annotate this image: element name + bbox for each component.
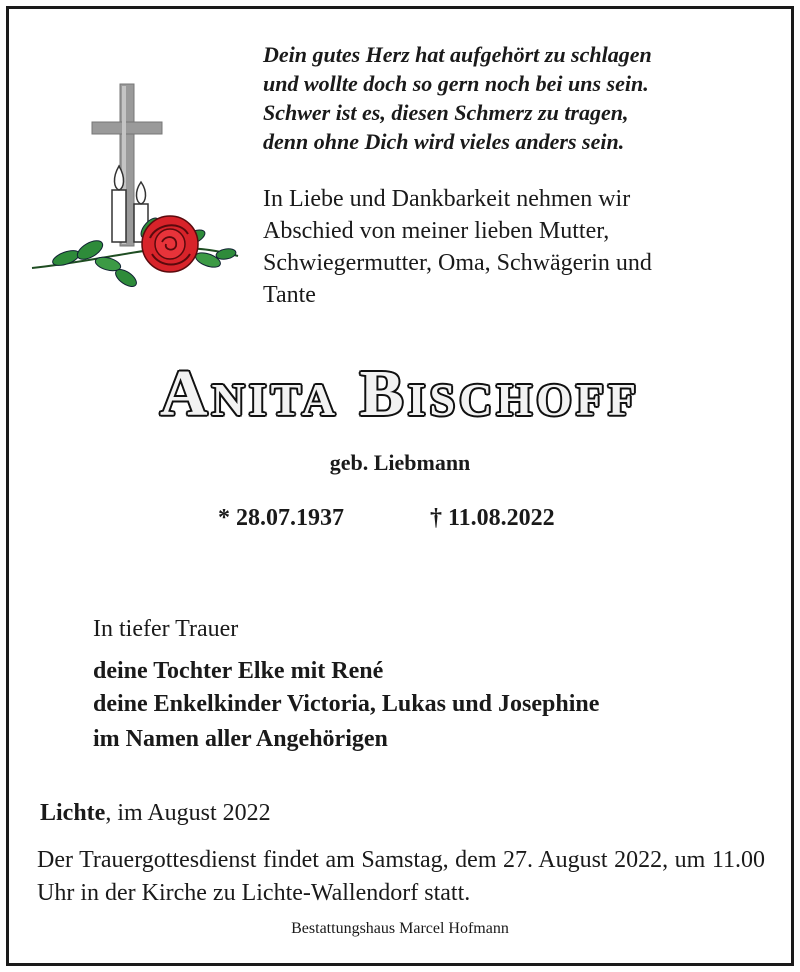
place-date: , im August 2022 — [105, 800, 271, 826]
place-town: Lichte — [40, 800, 106, 826]
poem-line: und wollte doch so gern noch bei uns sein. — [263, 71, 649, 96]
rose-icon — [142, 216, 198, 272]
deceased-name: Anita Bischoff — [159, 357, 641, 430]
poem — [263, 40, 783, 156]
mourner-line: deine Tochter Elke mit René — [93, 658, 384, 684]
poem-line: Dein gutes Herz hat aufgehört zu schlagen — [263, 42, 652, 67]
intro-line: Abschied von meiner lieben Mutter, — [263, 218, 610, 244]
poem-line: Schwer ist es, diesen Schmerz zu tragen, — [263, 100, 629, 125]
undertaker-name: Bestattungshaus Marcel Hofmann — [291, 920, 509, 937]
place-date-line — [40, 800, 271, 827]
poem-line: denn ohne Dich wird vieles anders sein. — [263, 129, 625, 154]
maiden-name: geb. Liebmann — [329, 450, 471, 475]
death-date: † 11.08.2022 — [430, 505, 555, 531]
mourner-line: im Namen aller Angehörigen — [93, 726, 388, 752]
intro-line: Schwiegermutter, Oma, Schwägerin und — [263, 250, 652, 276]
mourning-heading: In tiefer Trauer — [93, 616, 239, 642]
mourner-line: deine Enkelkinder Victoria, Lukas und Josephine — [93, 691, 600, 717]
intro-line: Tante — [263, 282, 316, 308]
mourners-list — [93, 655, 783, 756]
birth-date: * 28.07.1937 — [218, 505, 344, 531]
memorial-emblem — [30, 78, 240, 288]
intro-line: In Liebe und Dankbarkeit nehmen wir — [263, 186, 631, 212]
service-info: Der Trauergottesdienst findet am Samstag, dem 27. August 2022, um 11.00 Uhr in der Kirche zu Lichte-Wallendorf statt. — [37, 847, 765, 906]
farewell-intro — [263, 183, 783, 311]
